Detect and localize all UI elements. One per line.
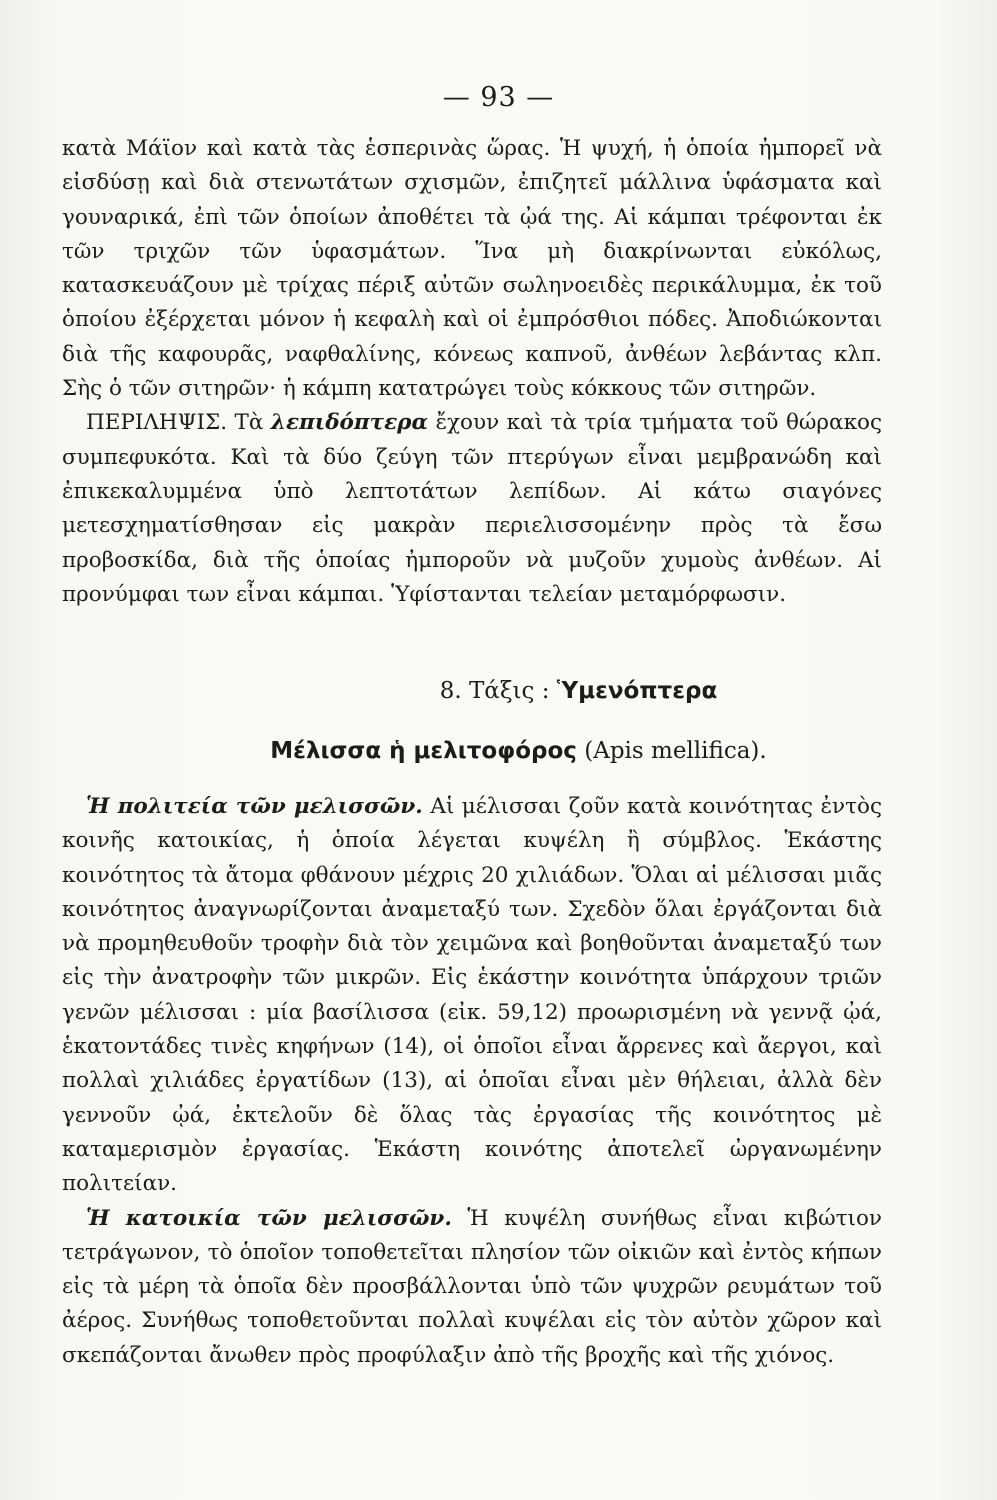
summary-text: ἔχουν καὶ τὰ τρία τμήματα τοῦ θώρακος συμπεφυκότα. Καὶ τὰ δύο ζεύγη τῶν πτερύγων εἶναι μεμβρανώδη καὶ ἐπικεκαλυμμένα ὑπὸ λεπτοτάτων λεπίδων. Αἱ κάτω σιαγόνες μετεσχηματίσθησαν εἰς μακρὰν περιελισσομένην πρὸς τὰ ἔσω προβοσκίδα, διὰ τῆς ὁποίας ἠμποροῦν νὰ μυζοῦν χυμοὺς ἀνθέων. Αἱ προνύμφαι των εἶναι κάμπαι. Ὑφίστανται τελείαν μεταμόρφωσιν. (62, 410, 882, 607)
paragraph-bee-colony (62, 790, 882, 1202)
species-heading-latin: (Apis mellifica). (576, 738, 767, 764)
paragraph-beehive (62, 1202, 882, 1373)
page-number: — 93 — (442, 82, 555, 113)
beehive-title: Ἡ κατοικία τῶν μελισσῶν. (86, 1205, 452, 1231)
summary-term: λεπιδόπτερα (270, 410, 428, 436)
beehive-text: Ἡ κυψέλη συνήθως εἶναι κιβώτιον τετράγωνον, τὸ ὁποῖον τοποθετεῖται πλησίον τῶν οἰκιῶν καὶ ἐντὸς κήπων εἰς τὰ μέρη τὰ ὁποῖα δὲν προσβάλλονται ὑπὸ τῶν ψυχρῶν ρευμάτων τοῦ ἀέρος. Συνήθως τοποθετοῦνται πολλαὶ κυψέλαι εἰς τὸν αὐτὸν χῶρον καὶ σκεπάζονται ἄνωθεν πρὸς προφύλαξιν ἀπὸ τῆς βροχῆς καὶ τῆς χιόνος. (62, 1205, 882, 1368)
order-heading-name: Ὑμενόπτερα (556, 678, 718, 704)
bee-colony-title: Ἡ πολιτεία τῶν μελισσῶν. (86, 794, 423, 819)
paragraph-summary (62, 406, 882, 612)
species-heading (20, 738, 997, 764)
text-block-top (62, 132, 882, 612)
species-heading-name: Μέλισσα ἡ μελιτοφόρος (270, 738, 577, 764)
summary-lead: ΠΕΡΙΛΗΨΙΣ. Τὰ (86, 410, 271, 436)
order-heading-prefix: 8. Τάξις : (439, 678, 557, 704)
order-heading (80, 678, 997, 704)
paragraph-moth-description: κατὰ Μάϊον καὶ κατὰ τὰς ἑσπερινὰς ὥρας. Ἡ ψυχή, ἡ ὁποία ἠμπορεῖ νὰ εἰσδύσῃ καὶ διὰ στενωτάτων σχισμῶν, ἐπιζητεῖ μάλλινα ὑφάσματα καὶ γουναρικά, ἐπὶ τῶν ὁποίων ἀποθέτει τὰ ᾠά της. Αἱ κάμπαι τρέφονται ἐκ τῶν τριχῶν τῶν ὑφασμάτων. Ἵνα μὴ διακρίνωνται εὐκόλως, κατασκευάζουν μὲ τρίχας πέριξ αὐτῶν σωληνοειδὲς περικάλυμμα, ἐκ τοῦ ὁποίου ἐξέρχεται μόνον ἡ κεφαλὴ καὶ οἱ ἐμπρόσθιοι πόδες. Ἀποδιώκονται διὰ τῆς καφουρᾶς, ναφθαλίνης, κόνεως καπνοῦ, ἀνθέων λεβάντας κλπ. Σὴς ὁ τῶν σιτηρῶν· ἡ κάμπη κατατρώγει τοὺς κόκκους τῶν σιτηρῶν. (62, 136, 882, 402)
text-block-bottom (62, 790, 882, 1373)
bee-colony-text: Αἱ μέλισσαι ζοῦν κατὰ κοινότητας ἐντὸς κοινῆς κατοικίας, ἡ ὁποία λέγεται κυψέλη ἢ σύμβλος. Ἑκάστης κοινότητος τὰ ἄτομα φθάνουν μέχρις 20 χιλιάδων. Ὅλαι αἱ μέλισσαι μιᾶς κοινότητος ἀναγνωρίζονται ἀναμεταξύ των. Σχεδὸν ὅλαι ἐργάζονται διὰ νὰ προμηθευθοῦν τροφὴν διὰ τὸν χειμῶνα καὶ βοηθοῦνται ἀναμεταξύ των εἰς τὴν ἀνατροφὴν τῶν μικρῶν. Εἰς ἑκάστην κοινότητα ὑπάρχουν τριῶν γενῶν μέλισσαι : μία βασίλισσα (εἰκ. 59,12) προωρισμένη νὰ γεννᾷ ᾠά, ἑκατοντάδες τινὲς κηφήνων (14), οἱ ὁποῖοι εἶναι ἄρρενες καὶ ἄεργοι, καὶ πολλαὶ χιλιάδες ἐργατίδων (13), αἱ ὁποῖαι εἶναι μὲν θήλειαι, ἀλλὰ δὲν γεννοῦν ᾠά, ἐκτελοῦν δὲ ὅλας τὰς ἐργασίας τῆς κοινότητος μὲ καταμερισμὸν ἐργασίας. Ἑκάστη κοινότης ἀποτελεῖ ὠργανωμένην πολιτείαν. (62, 794, 882, 1197)
